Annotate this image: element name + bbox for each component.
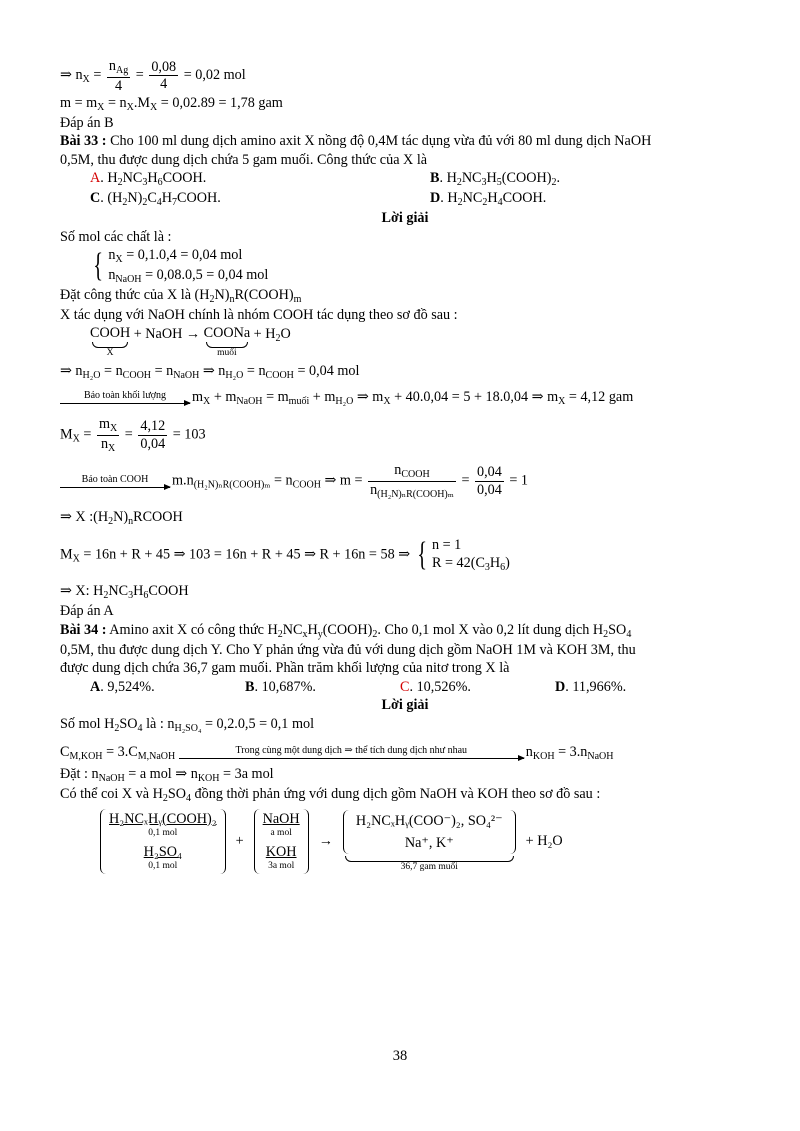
option-b: B. H2NC3H5(COOH)2.	[430, 170, 560, 189]
solution-heading-34: Lời giải	[381, 697, 429, 714]
answer-33: Đáp án A	[60, 603, 114, 620]
options-34	[60, 678, 750, 696]
problem-33: Bài 33 : Cho 100 ml dung dịch amino axit X nồng độ 0,4M tác dụng vừa đủ với 80 ml dung dịch NaOH	[60, 133, 652, 150]
answer-32: Đáp án B	[60, 114, 114, 131]
document-page: ⇒ $n_X$ = $\frac{n_{Ag}}{4}$ = $\frac{0,08}{4}$ = 0,02 mol $m = m_X = n_X.M_X = 0,02.89 = 1,78$ gam Đáp án B Bài 33 : Cho 100 ml dung dịch amino axit X nồng độ 0,4M tác dụng vừa đủ với 80 ml dung dịch NaOH 0,5M, thu được dung dịch chứa 5 gam muối. Công thức của X là A. H2NC3H6COOH. B. H2NC3H5(COOH)2. C. (H2N)2C4H7COOH. D. H2NC2H4COOH. Lời giải Số mol các chất là : { $n_X = 0,1.0,4 = 0,04$ mol $n_{NaOH} = 0,08.0,5 = 0,04$ mol Đặt công thức của X là $(H_2N)_nR(COOH)_m$ X tác dụng với NaOH chính là nhóm COOH tác dụng theo sơ đồ sau : COOH X + NaOH → COONa muối + $H_2O$ ⇒ $n_{H_2O} = n_{COOH} = n_{NaOH}$ ⇒ $n_{H_2O} = n_{COOH} = 0,04$ mol Bảo toàn khối lượng $m_X + m_{NaOH} = m_{muối} + m_{H_2O}$ ⇒ $m_X + 40.0,04 = 5 + 18.0,04$ ⇒ $m_X = 4,12$ gam $M_X$ = $\frac{m_X}{n_X}$ = $\frac{4,12}{0,04}$ = 103 Bảo toàn COOH $m.n_{(H_2N)_nR(COOH)_m} = n_{COOH}$ ⇒ m = $\frac{n_{COOH}}{n_{(H_2N)_nR(COOH)_m}}$ = $\frac{0,04}{0,04}$ = 1 ⇒ X $:(H_2N)_nRCOOH$ $M_X = 16n + R + 45$ ⇒ 103 = 16n + R + 45 ⇒ R + 16n = 58 ⇒ { n = 1 $R = 42(C_3H_6)$ ⇒ X: $H_2NC_3H_6COOH$ Đáp án A Bài 34 : Amino axit X có công thức $H_2NC_xH_y(COOH)_2$. Cho 0,1 mol X vào 0,2 lít dung dịch $H_2SO_4$ 0,5M, thu được dung dịch Y. Cho Y phản ứng vừa đủ với dung dịch gồm NaOH 1M và KOH 3M, thu được dung dịch chứa 36,7 gam muối. Phần trăm khối lượng của nitơ trong X là A. 9,524%. B. 10,687%. C. 10,526%. D. 11,966%. Lời giải Số mol $H_2SO_4$ là : $n_{H_2SO_4} = 0,2.0,5 = 0,1$ mol $C_{M,KOH} = 3.C_{M,NaOH}$ Trong cùng một dung dịch ⇒ thể tích dung dịch như nhau $n_{KOH} = 3.n_{NaOH}$ Đặt : $n_{NaOH} = a$ mol ⇒ $n_{KOH} = 3a$ mol Có thể coi X và $H_2SO_4$ đồng thời phản ứng với dung dịch gồm NaOH và KOH theo sơ đồ sau : H₂NCₓHᵧ(COOH)₂ 0,1 mol H₂SO₄ 0,1 mol + NaOH a mol KOH 3a mol → H₂NCₓHᵧ(COO⁻)₂, SO₄²⁻ Na⁺, K⁺ 36,7 gam muối + H₂O	[60, 58, 750, 874]
option-b: B. 10,687%.	[245, 678, 316, 695]
equation-mass: $m = m_X = n_X.M_X = 0,02.89 = 1,78$ gam	[60, 94, 283, 113]
reaction-scheme-33: COOH X + NaOH → COONa muối + $H_2O$	[90, 324, 291, 358]
reactants-box: H₂NCₓHᵧ(COOH)₂ 0,1 mol H₂SO₄ 0,1 mol	[100, 809, 226, 874]
problem-34: Bài 34 : Amino axit X có công thức $H_2NC_xH_y(COOH)_2$. Cho 0,1 mol X vào 0,2 lít dung dịch $H_2SO_4$	[60, 621, 632, 640]
bases-box: NaOH a mol KOH 3a mol	[254, 809, 309, 874]
solution-heading-33: Lời giải	[381, 210, 429, 227]
option-a: A. H2NC3H6COOH.	[90, 170, 207, 189]
option-d: D. 11,966%.	[555, 678, 627, 695]
reaction-scheme-34: H₂NCₓHᵧ(COOH)₂ 0,1 mol H₂SO₄ 0,1 mol + NaOH a mol KOH 3a mol → H₂NCₓHᵧ(COO⁻)₂, SO₄²⁻ Na⁺, K⁺ 36,7 gam muối + H₂O	[60, 809, 750, 874]
option-c: C. (H2N)2C4H7COOH.	[90, 190, 221, 209]
option-a: A. 9,524%.	[90, 678, 155, 695]
mol-system: { $n_X = 0,1.0,4 = 0,04$ mol $n_{NaOH} = 0,08.0,5 = 0,04$ mol	[93, 247, 269, 286]
options-33	[60, 169, 750, 189]
page-number: 38	[392, 1048, 408, 1064]
option-d: D. H2NC2H4COOH.	[430, 190, 547, 209]
equation-nx: ⇒ $n_X$ = $\frac{n_{Ag}}{4}$ = $\frac{0,08}{4}$ = 0,02 mol	[60, 58, 246, 94]
products-box: H₂NCₓHᵧ(COO⁻)₂, SO₄²⁻ Na⁺, K⁺ 36,7 gam muối	[343, 810, 516, 873]
option-c: C. 10,526%.	[400, 678, 471, 695]
